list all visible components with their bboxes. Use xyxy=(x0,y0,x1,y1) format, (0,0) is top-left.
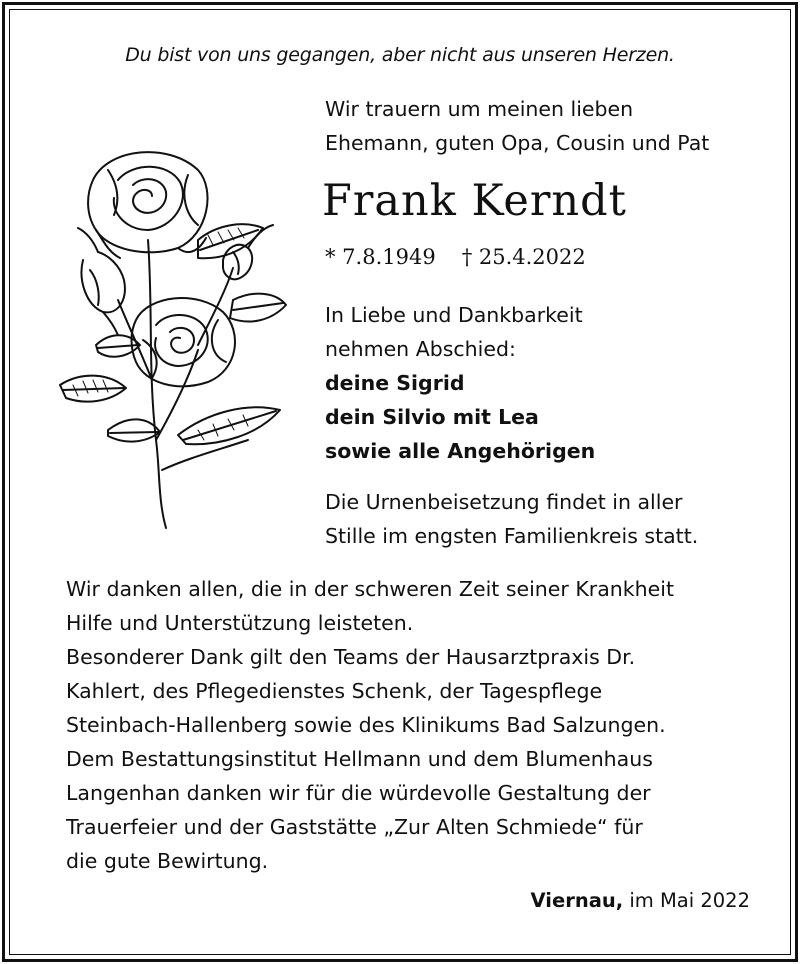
thanks-line: die gute Bewirtung. xyxy=(66,849,269,873)
thanks-section xyxy=(66,572,766,878)
intro-line-2: Ehemann, guten Opa, Cousin und Pat xyxy=(325,131,710,155)
birth-date: * 7.8.1949 xyxy=(325,245,436,269)
death-date: † 25.4.2022 xyxy=(461,245,586,269)
thanks-line: Steinbach-Hallenberg sowie des Klinikums Bad Salzungen. xyxy=(66,713,666,737)
mourners-line-2: nehmen Abschied: xyxy=(325,337,516,361)
thanks-paragraph-3 xyxy=(66,742,766,878)
signoff-place: Viernau, xyxy=(530,889,624,912)
thanks-line: Trauerfeier und der Gaststätte „Zur Alten Schmiede“ für xyxy=(66,815,643,839)
burial-line-2: Stille im engsten Familienkreis statt. xyxy=(325,524,699,548)
thanks-line: Kahlert, des Pflegedienstes Schenk, der Tagespflege xyxy=(66,679,603,703)
signoff-date: im Mai 2022 xyxy=(629,889,750,912)
thanks-paragraph-2 xyxy=(66,640,766,742)
signoff xyxy=(531,889,750,912)
life-dates xyxy=(325,245,586,269)
mourners-block xyxy=(325,298,595,468)
thanks-line: Dem Bestattungsinstitut Hellmann und dem Blumenhaus xyxy=(66,747,653,771)
mourners-line-1: In Liebe und Dankbarkeit xyxy=(325,303,583,327)
thanks-line: Wir danken allen, die in der schweren Zeit seiner Krankheit xyxy=(66,577,674,601)
mourner-name: dein Silvio mit Lea xyxy=(325,405,539,429)
thanks-line: Langenhan danken wir für die würdevolle Gestaltung der xyxy=(66,781,651,805)
motto: Du bist von uns gegangen, aber nicht aus unseren Herzen. xyxy=(125,44,675,66)
rose-drawing-icon xyxy=(48,140,288,535)
intro-line-1: Wir trauern um meinen lieben xyxy=(325,97,634,121)
intro-text xyxy=(325,92,709,160)
burial-line-1: Die Urnenbeisetzung findet in aller xyxy=(325,490,683,514)
deceased-name: Frank Kerndt xyxy=(322,176,627,226)
thanks-line: Besonderer Dank gilt den Teams der Hausarztpraxis Dr. xyxy=(66,645,636,669)
burial-notice xyxy=(325,485,698,553)
mourner-name: sowie alle Angehörigen xyxy=(325,439,596,463)
mourner-name: deine Sigrid xyxy=(325,371,465,395)
thanks-paragraph-1 xyxy=(66,572,766,640)
thanks-line: Hilfe und Unterstützung leisteten. xyxy=(66,611,414,635)
